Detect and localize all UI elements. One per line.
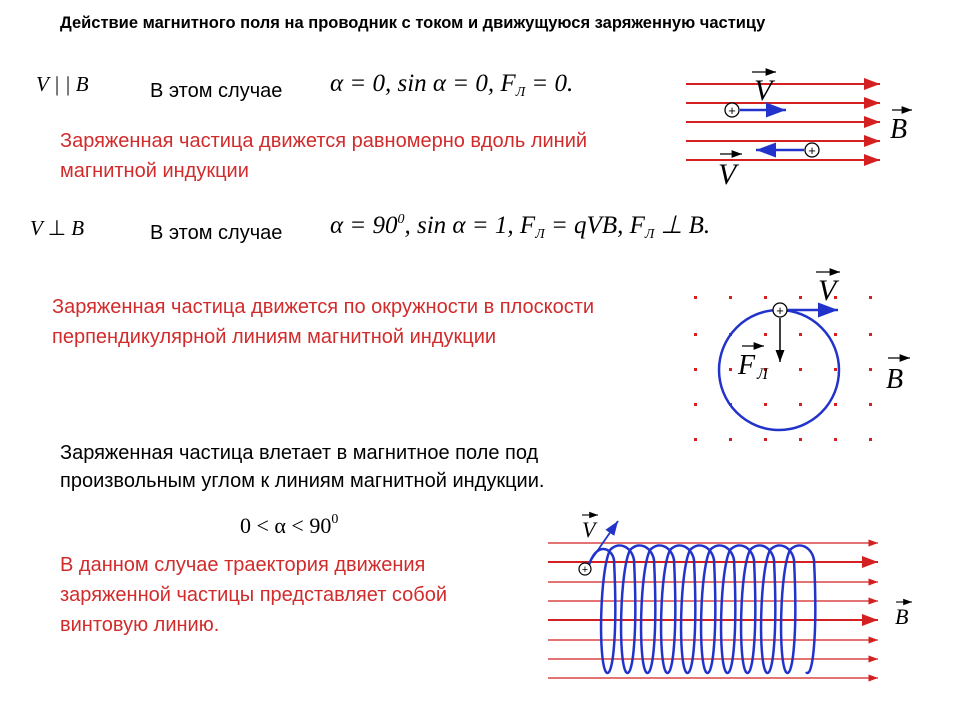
- case2-formula: $\alpha = 90^0$, sin α = 1, $F_Л$ = qVB, $F_Л$ ⊥ B.: [330, 212, 711, 242]
- case3-text-line1: В данном случае траектория движения: [60, 554, 426, 576]
- field-symbol: B: [75, 72, 89, 96]
- case3-text-line2: заряженной частицы представляет собой: [60, 584, 448, 606]
- case1-formula: α = 0, sin α = 0, $F_Л = 0$.: [330, 70, 574, 100]
- force-label: F: [738, 350, 756, 381]
- charge-sign: +: [776, 303, 784, 318]
- charge-sign: +: [581, 564, 589, 576]
- parallel-field-diagram: [686, 72, 912, 191]
- charge-sign: +: [728, 103, 736, 118]
- case2-text-line1: Заряженная частица движется по окружности в плоскости: [52, 296, 595, 318]
- case3-intro-line2: произвольным углом к линиям магнитной индукции.: [60, 470, 545, 492]
- case2-label: В этом случае: [150, 222, 283, 244]
- field-label: B: [890, 114, 908, 145]
- helix-diagram: [548, 515, 912, 678]
- helix-trajectory: [588, 545, 815, 673]
- circular-trajectory: [719, 310, 839, 430]
- circular-motion-diagram: [694, 272, 910, 441]
- case2-text-line2: перпендикулярной линиям магнитной индукции: [52, 326, 497, 348]
- velocity-symbol: V: [36, 72, 49, 96]
- case3-intro-line1: Заряженная частица влетает в магнитное поле под: [60, 442, 539, 464]
- velocity-label: V: [754, 74, 773, 107]
- case3-text-line3: винтовую линию.: [60, 614, 220, 636]
- field-symbol: B: [71, 216, 85, 240]
- case3-formula: $0 < \alpha < 90^0$: [240, 512, 339, 538]
- field-label: B: [895, 604, 909, 629]
- parallel-symbol: | |: [53, 72, 71, 96]
- velocity-symbol: V: [30, 216, 43, 240]
- velocity-label: V: [718, 158, 737, 191]
- case1-label: В этом случае: [150, 80, 283, 102]
- velocity-label: V: [818, 274, 837, 307]
- perpendicular-symbol: ⊥: [47, 216, 66, 240]
- slide-title: Действие магнитного поля на проводник с током и движущуюся заряженную частицу: [60, 14, 766, 32]
- case1-text-line2: магнитной индукции: [60, 160, 249, 182]
- charge-sign: +: [808, 143, 816, 158]
- case1-text-line1: Заряженная частица движется равномерно вдоль линий: [60, 130, 588, 152]
- field-label: B: [886, 364, 904, 395]
- velocity-label: V: [582, 517, 596, 542]
- force-subscript: Л: [757, 366, 768, 383]
